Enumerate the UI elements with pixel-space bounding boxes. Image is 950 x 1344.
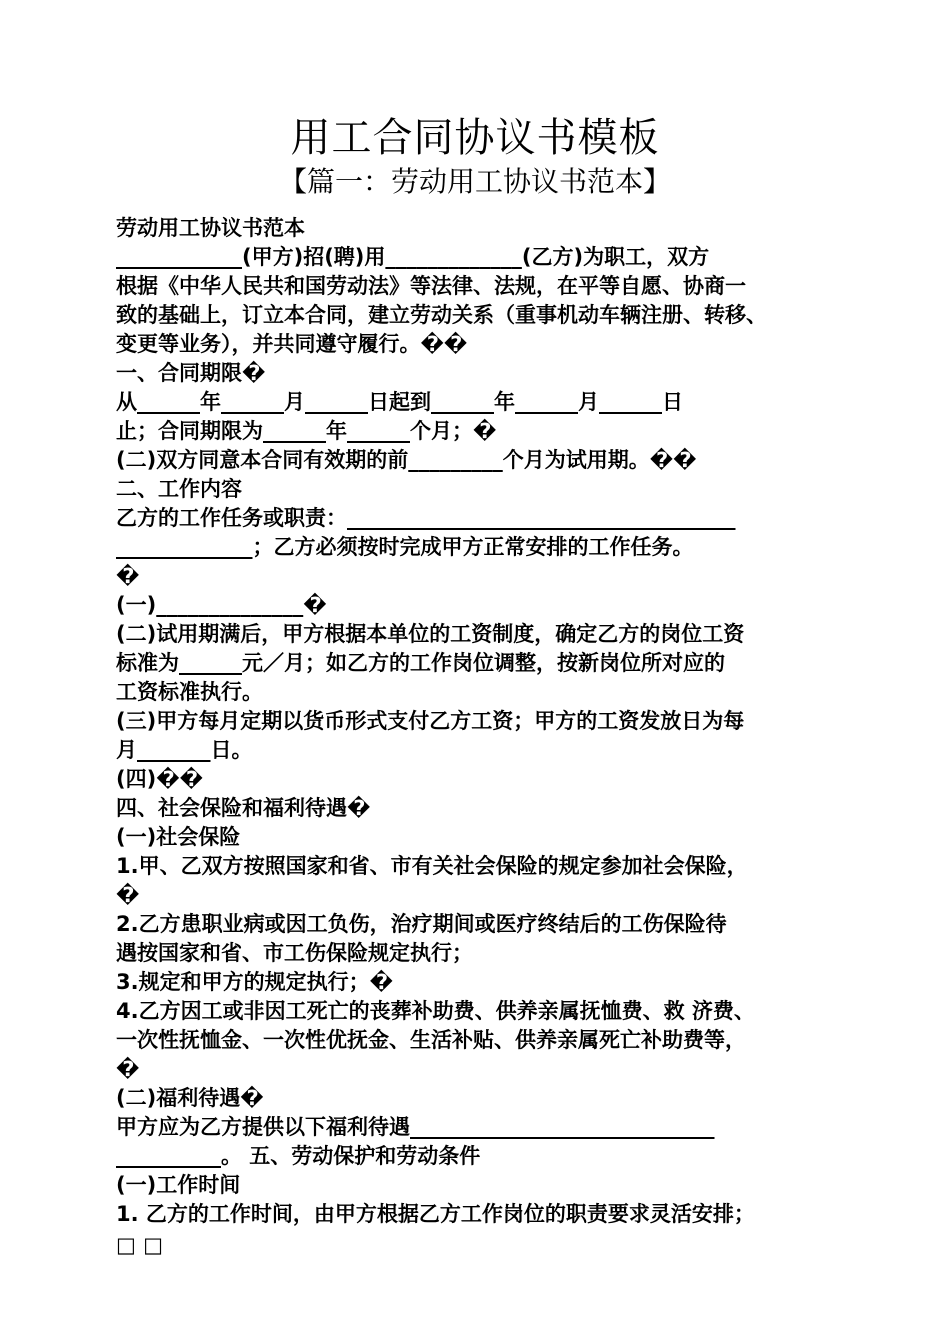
subsection-heading: (一)工作时间 [116,1173,241,1197]
body-line: 甲方应为乙方提供以下福利待遇_____________________________ [116,1115,715,1139]
body-line: 标准为______元／月；如乙方的工作岗位调整，按新岗位所对应的 [116,651,725,675]
body-line: � [116,1057,140,1081]
body-line: � [116,883,140,907]
body-line: (二)试用期满后，甲方根据本单位的工资制度，确定乙方的岗位工资 [116,622,745,646]
body-line: 工资标准执行。 [116,680,263,704]
body-line: 根据《中华人民共和国劳动法》等法律、法规，在平等自愿、协商一 [116,274,746,298]
body-line: 2.乙方患职业病或因工负伤，治疗期间或医疗终结后的工伤保险待 [116,912,727,936]
body-line: (三)甲方每月定期以货币形式支付乙方工资；甲方的工资发放日为每 [116,709,745,733]
body-line: 1. 乙方的工作时间，由甲方根据乙方工作岗位的职责要求灵活安排； [116,1202,755,1226]
body-line: __________。 五、劳动保护和劳动条件 [116,1144,481,1168]
body-line: □ □ [116,1233,163,1257]
section-heading: 劳动用工协议书范本 [116,216,305,240]
section-heading: 二、工作内容 [116,477,242,501]
body-line: 3.规定和甲方的规定执行；� [116,970,393,994]
body-line: 一次性抚恤金、一次性优抚金、生活补贴、供养亲属死亡补助费等， [116,1028,746,1052]
body-line: _____________；乙方必须按时完成甲方正常安排的工作任务。 [116,535,694,559]
body-line: 从______年______月______日起到______年______月______日 [116,390,683,414]
subsection-heading: (一)社会保险 [116,825,241,849]
subsection-heading: (二)福利待遇� [116,1086,264,1110]
body-line: ____________(甲方)招(聘)用_____________(乙方)为职工，双方 [116,245,710,269]
body-line: 遇按国家和省、市工伤保险规定执行； [116,941,473,965]
body-line: 1.甲、乙双方按照国家和省、市有关社会保险的规定参加社会保险， [116,854,748,878]
body-line: 致的基础上，订立本合同，建立劳动关系（重事机动车辆注册、转移、 [116,303,767,327]
body-line: 变更等业务），并共同遵守履行。�� [116,332,468,356]
document-body [116,214,846,1260]
body-line: (一)______________� [116,593,327,617]
body-line: 月_______日。 [116,738,253,762]
section-heading: 四、社会保险和福利待遇� [116,796,371,820]
body-line: (四)�� [116,767,203,791]
document-title: 用工合同协议书模板 [290,115,660,161]
body-line: (二)双方同意本合同有效期的前_________个月为试用期。�� [116,448,697,472]
body-line: 4.乙方因工或非因工死亡的丧葬补助费、供养亲属抚恤费、救 济费、 [116,999,755,1023]
document-subtitle: 【篇一：劳动用工协议书范本】 [278,165,671,198]
body-line: 乙方的工作任务或职责：_____________________________________ [116,506,736,530]
body-line: � [116,564,140,588]
section-heading: 一、合同期限� [116,361,266,385]
body-line: 止；合同期限为______年______个月；� [116,419,497,443]
